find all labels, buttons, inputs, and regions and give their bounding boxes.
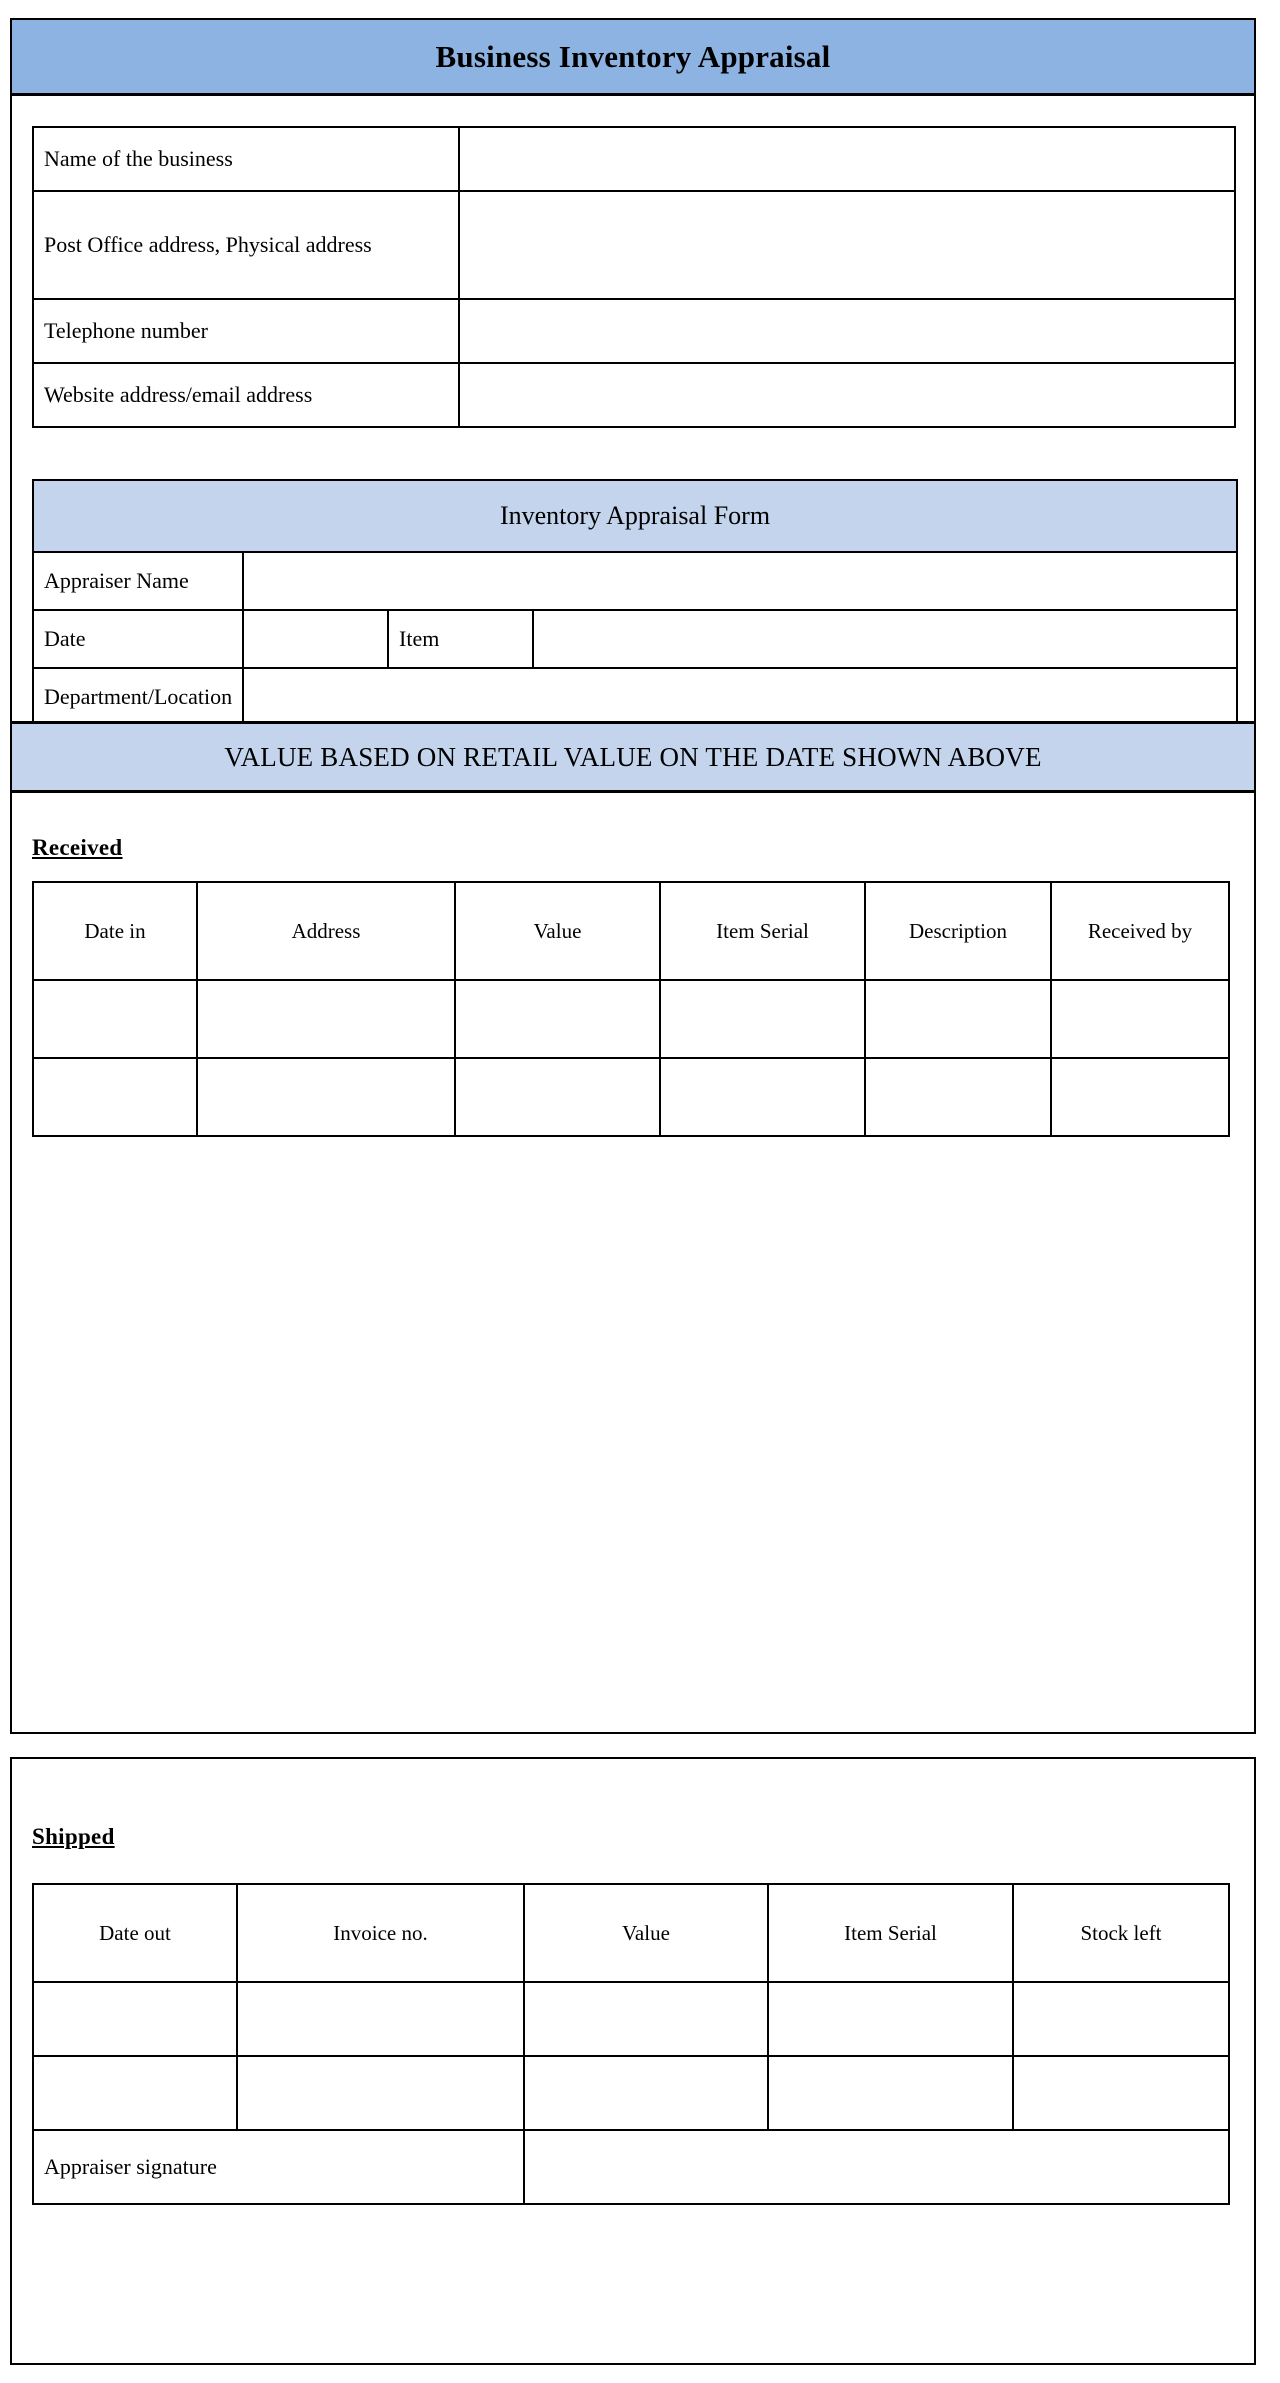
table-row	[33, 610, 1237, 668]
department-location-label: Department/Location	[33, 668, 243, 726]
shipped-col-header-value: Value	[524, 1884, 768, 1982]
business-name-label: Name of the business	[33, 127, 459, 191]
received-cell[interactable]	[455, 1058, 660, 1136]
appraiser-signature-label: Appraiser signature	[33, 2130, 524, 2204]
received-col-header-description: Description	[865, 882, 1051, 980]
business-address-label: Post Office address, Physical address	[33, 191, 459, 299]
table-row	[33, 2056, 1229, 2130]
shipped-col-header-item-serial: Item Serial	[768, 1884, 1013, 1982]
date-label: Date	[33, 610, 243, 668]
business-info-table	[32, 126, 1236, 428]
table-row	[33, 191, 1235, 299]
table-row	[33, 480, 1237, 552]
item-label: Item	[388, 610, 533, 668]
table-row	[33, 552, 1237, 610]
shipped-cell[interactable]	[524, 2056, 768, 2130]
table-header-row	[33, 1884, 1229, 1982]
business-address-field[interactable]	[459, 191, 1235, 299]
business-name-field[interactable]	[459, 127, 1235, 191]
shipped-cell[interactable]	[524, 1982, 768, 2056]
shipped-cell[interactable]	[1013, 1982, 1229, 2056]
table-row	[33, 363, 1235, 427]
received-cell[interactable]	[455, 980, 660, 1058]
page-block-top	[10, 18, 1256, 1734]
business-website-field[interactable]	[459, 363, 1235, 427]
business-telephone-field[interactable]	[459, 299, 1235, 363]
appraiser-name-field[interactable]	[243, 552, 1237, 610]
item-field[interactable]	[533, 610, 1237, 668]
shipped-section-heading: Shipped	[32, 1824, 115, 1849]
department-location-field[interactable]	[243, 668, 1237, 726]
table-row	[33, 2130, 1229, 2204]
value-basis-text: VALUE BASED ON RETAIL VALUE ON THE DATE SHOWN ABOVE	[224, 741, 1042, 772]
shipped-col-header-stock-left: Stock left	[1013, 1884, 1229, 1982]
table-row	[33, 127, 1235, 191]
received-col-header-item-serial: Item Serial	[660, 882, 865, 980]
shipped-table	[32, 1883, 1230, 2205]
table-row	[33, 668, 1237, 726]
received-col-header-received-by: Received by	[1051, 882, 1229, 980]
received-cell[interactable]	[33, 980, 197, 1058]
received-cell[interactable]	[865, 1058, 1051, 1136]
table-row	[33, 1982, 1229, 2056]
table-row	[33, 980, 1229, 1058]
date-field[interactable]	[243, 610, 388, 668]
business-telephone-label: Telephone number	[33, 299, 459, 363]
document-title-band	[12, 20, 1254, 96]
inventory-appraisal-form-banner: Inventory Appraisal Form	[33, 480, 1237, 552]
received-section-heading: Received	[32, 835, 123, 860]
shipped-cell[interactable]	[768, 2056, 1013, 2130]
shipped-cell[interactable]	[33, 2056, 237, 2130]
received-cell[interactable]	[1051, 1058, 1229, 1136]
received-cell[interactable]	[865, 980, 1051, 1058]
received-cell[interactable]	[33, 1058, 197, 1136]
received-col-header-date-in: Date in	[33, 882, 197, 980]
appraiser-name-label: Appraiser Name	[33, 552, 243, 610]
value-basis-banner	[12, 721, 1254, 793]
appraiser-signature-field[interactable]	[524, 2130, 1229, 2204]
received-cell[interactable]	[197, 1058, 455, 1136]
shipped-col-header-date-out: Date out	[33, 1884, 237, 1982]
received-cell[interactable]	[197, 980, 455, 1058]
business-website-label: Website address/email address	[33, 363, 459, 427]
shipped-cell[interactable]	[768, 1982, 1013, 2056]
shipped-cell[interactable]	[237, 2056, 524, 2130]
received-cell[interactable]	[660, 1058, 865, 1136]
table-header-row	[33, 882, 1229, 980]
page-block-bottom	[10, 1757, 1256, 2365]
received-col-header-address: Address	[197, 882, 455, 980]
received-col-header-value: Value	[455, 882, 660, 980]
shipped-cell[interactable]	[237, 1982, 524, 2056]
shipped-col-header-invoice-no: Invoice no.	[237, 1884, 524, 1982]
received-cell[interactable]	[1051, 980, 1229, 1058]
shipped-cell[interactable]	[33, 1982, 237, 2056]
inventory-appraisal-form-table	[32, 479, 1238, 727]
received-table	[32, 881, 1230, 1137]
table-row	[33, 299, 1235, 363]
received-cell[interactable]	[660, 980, 865, 1058]
page-title: Business Inventory Appraisal	[435, 38, 831, 74]
table-row	[33, 1058, 1229, 1136]
shipped-cell[interactable]	[1013, 2056, 1229, 2130]
